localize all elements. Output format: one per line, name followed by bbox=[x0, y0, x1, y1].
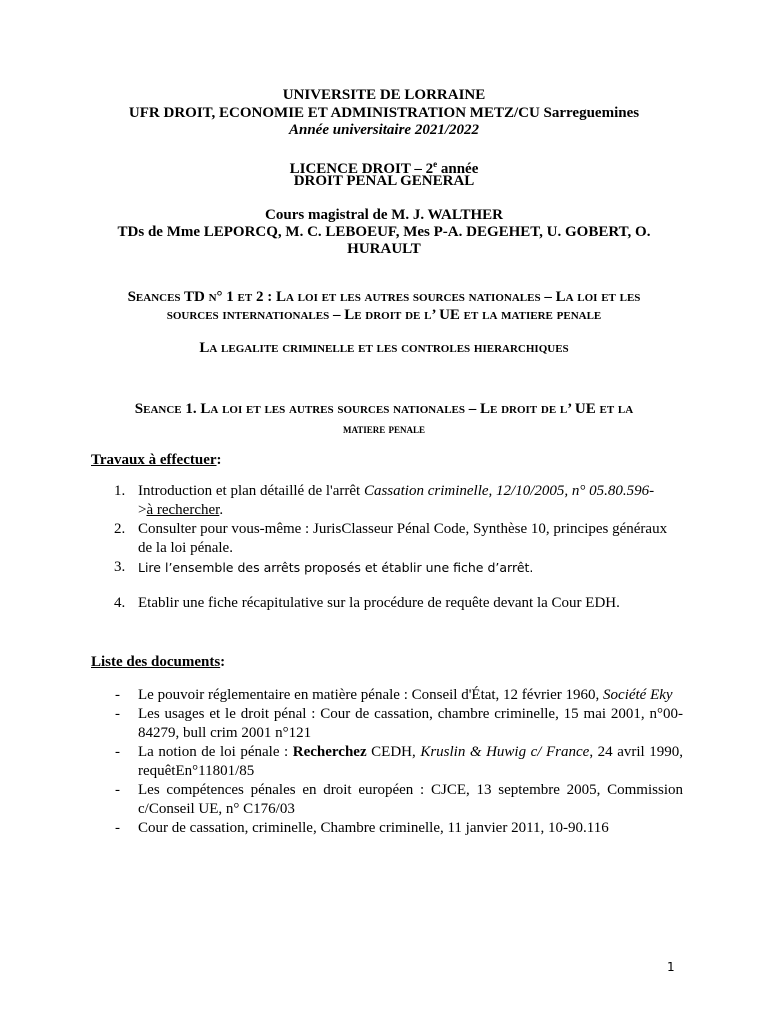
list-item-number: 3. bbox=[114, 559, 126, 575]
tds-line-1: TDs de Mme LEPORCQ, M. C. LEBOEUF, Mes P-A. DEGEHET, U. GOBERT, O. bbox=[117, 224, 651, 240]
university-name: UNIVERSITE DE LORRAINE bbox=[282, 87, 486, 103]
documents-heading-colon: : bbox=[220, 654, 226, 670]
page-number: 1 bbox=[667, 960, 675, 974]
list-item bbox=[91, 594, 683, 613]
list-item bbox=[91, 686, 683, 705]
lecturer-line: Cours magistral de M. J. WALTHER bbox=[265, 207, 503, 223]
task-list bbox=[91, 482, 683, 613]
document-text: Les compétences pénales en droit européen : CJCE, 13 septembre 2005, Commission c/Conseil UE, n° C176/03 bbox=[138, 782, 683, 817]
document-text: La notion de loi pénale : bbox=[138, 744, 293, 760]
travaux-heading-colon: : bbox=[216, 452, 222, 468]
list-item bbox=[91, 520, 683, 558]
travaux-heading-text: Travaux à effectuer bbox=[91, 452, 217, 468]
course-name: DROIT PENAL GENERAL bbox=[293, 173, 475, 189]
list-dash: - bbox=[115, 820, 120, 836]
seances-title-line-2: sources internationales – Le droit de l’ UE et la matiere penale bbox=[166, 307, 602, 323]
document-italic: Société Eky bbox=[603, 687, 673, 703]
seance1-title-line-2: matiere penale bbox=[342, 421, 426, 436]
documents-list bbox=[91, 686, 683, 838]
seances-title-line-1: Seances TD n° 1 et 2 : La loi et les autres sources nationales – La loi et les bbox=[127, 289, 641, 305]
document-text: Le pouvoir réglementaire en matière pénale : Conseil d'État, 12 février 1960, bbox=[138, 687, 604, 703]
list-dash: - bbox=[115, 706, 120, 722]
licence-suffix: année bbox=[437, 161, 479, 177]
list-item-number: 4. bbox=[114, 595, 126, 611]
task-text: Consulter pour vous-même : JurisClasseur Pénal Code, Synthèse 10, principes généraux bbox=[138, 521, 668, 537]
document-text-mid: CEDH, bbox=[366, 744, 421, 760]
list-item bbox=[91, 482, 683, 520]
travaux-heading bbox=[91, 452, 222, 469]
document-text: Les usages et le droit pénal : Cour de cassation, chambre criminelle, 15 mai 2001, n°00-84279, bull crim 2001 n°121 bbox=[138, 706, 683, 741]
list-item-number: 2. bbox=[114, 521, 126, 537]
list-item bbox=[91, 781, 683, 819]
document-text: Cour de cassation, criminelle, Chambre criminelle, 11 janvier 2011, 10-90.116 bbox=[138, 820, 609, 836]
document-italic: Kruslin & Huwig c/ France bbox=[420, 744, 590, 760]
list-item bbox=[91, 558, 683, 578]
task-text-continued: de la loi pénale. bbox=[138, 540, 233, 556]
academic-year: Année universitaire 2021/2022 bbox=[288, 122, 479, 138]
seance1-title-line-1: Seance 1. La loi et les autres sources nationales – Le droit de l’ UE et la bbox=[134, 401, 634, 417]
case-reference: Cassation criminelle, 12/10/2005, n° 05.80.596- bbox=[363, 483, 655, 499]
documents-heading-text: Liste des documents bbox=[91, 654, 221, 670]
task-text: Lire l’ensemble des arrêts proposés et établir une fiche d’arrêt. bbox=[138, 560, 534, 575]
task-text: Etablir une fiche récapitulative sur la procédure de requête devant la Cour EDH. bbox=[138, 595, 620, 611]
seances-title-line-3: La legalite criminelle et les controles hierarchiques bbox=[199, 340, 569, 356]
list-item bbox=[91, 743, 683, 781]
task-text: Introduction et plan détaillé de l'arrêt bbox=[138, 483, 364, 499]
licence-sup: e bbox=[433, 159, 438, 169]
list-dash: - bbox=[115, 782, 120, 798]
documents-heading bbox=[91, 654, 225, 671]
list-dash: - bbox=[115, 687, 120, 703]
list-dash: - bbox=[115, 744, 120, 760]
document-text-post: , 24 avril 1990, requêtEn°11801/85 bbox=[138, 744, 683, 779]
research-link[interactable]: à rechercher bbox=[146, 502, 220, 518]
list-item bbox=[91, 819, 683, 838]
document-bold: Recherchez bbox=[292, 744, 367, 760]
list-item bbox=[91, 705, 683, 743]
tds-line-2: HURAULT bbox=[347, 241, 421, 257]
licence-text: LICENCE DROIT – 2 bbox=[289, 161, 434, 177]
list-item-number: 1. bbox=[114, 483, 126, 499]
ufr-name: UFR DROIT, ECONOMIE ET ADMINISTRATION METZ/CU Sarreguemines bbox=[128, 105, 640, 121]
task-text-period: . bbox=[219, 502, 224, 518]
task-text-arrow: > bbox=[138, 502, 147, 518]
